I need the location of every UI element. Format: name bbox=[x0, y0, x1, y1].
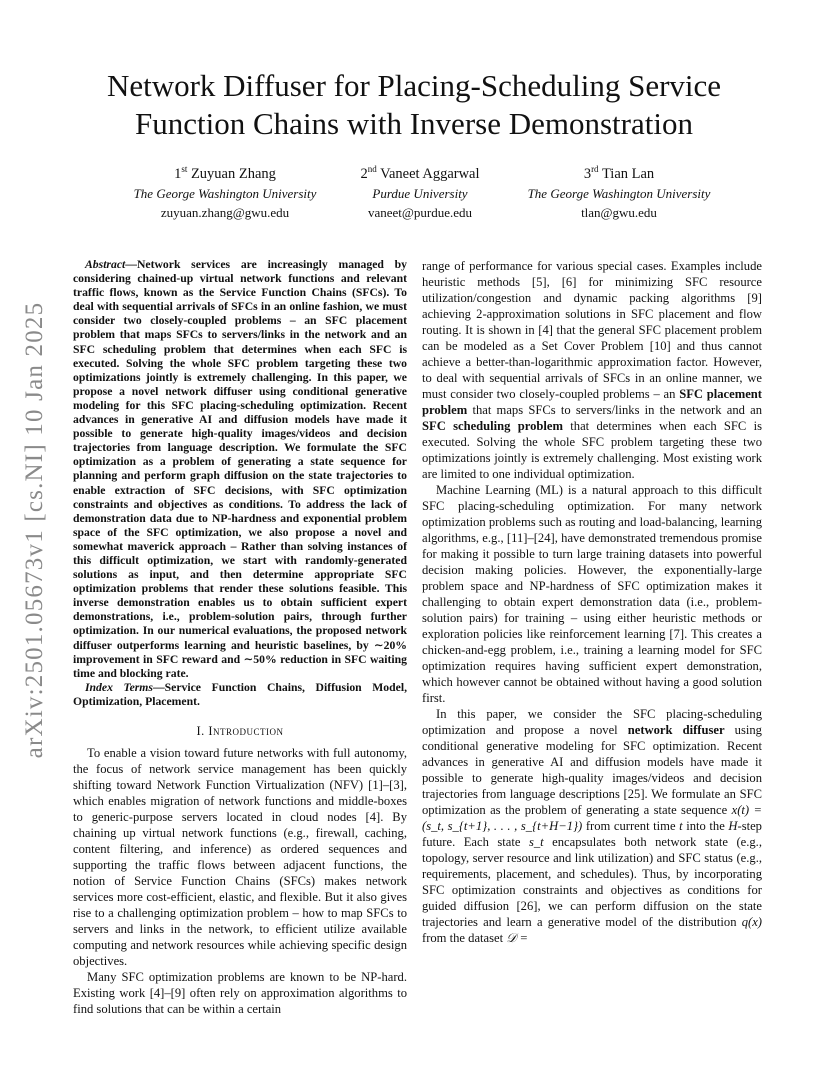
author-3 bbox=[512, 160, 726, 222]
math-expression: 𝒟 = bbox=[506, 931, 528, 945]
author-1 bbox=[120, 160, 330, 222]
abstract-label: Abstract bbox=[85, 258, 126, 271]
abstract bbox=[73, 258, 407, 681]
abstract-text: —Network services are increasingly managed by considering chained-up virtual network functions and relevant traffic flows, known as the Service Function Chains (SFCs). To deal with sequential arrivals of SFCs in an online fashion, we must consider two closely-coupled problems – an SFC placement problem that maps SFCs to servers/links in the network and an SFC scheduling problem that determines when each SFC is executed. Solving the whole SFC problem targeting these two optimizations jointly is extremely challenging. In this paper, we propose a novel network diffuser using conditional generative modeling for this SFC placing-scheduling optimization. Recent advances in generative AI and diffusion models have made it possible to generate high-quality images/videos and decision trajectories from language description. We formulate the SFC optimization as a problem of generating a state sequence for planning and perform graph diffusion on the state trajectories to enable extraction of SFC decisions, with SFC optimization constraints and objectives as conditions. To address the lack of demonstration data due to NP-hardness and exponential problem space of the SFC optimization, we also propose a novel and somewhat maverick approach – Rather than solving instances of this difficult optimization, we start with randomly-generated solutions as input, and then determine appropriate SFC optimization problems that render these solutions feasible. This inverse demonstration enables us to obtain sufficient expert demonstrations, i.e., problem-solution pairs, through further optimization. In our numerical evaluations, the proposed network diffuser outperforms learning and heuristic baselines, by ∼20% improvement in SFC reward and ∼50% reduction in SFC waiting time and blocking rate. bbox=[73, 258, 407, 680]
paper-title: Network Diffuser for Placing-Scheduling Service Function Chains with Inverse Demonstration bbox=[106, 68, 722, 141]
author-email: vaneet@purdue.edu bbox=[367, 204, 472, 220]
intro-paragraph-2: Many SFC optimization problems are known to be NP-hard. Existing work [4]–[9] often rely on approximation algorithms to find solutions that can be within a certain bbox=[73, 970, 407, 1016]
author-affiliation: The George Washington University bbox=[133, 185, 317, 201]
left-column bbox=[73, 258, 407, 1017]
index-terms bbox=[73, 681, 407, 709]
right-paragraph-3: In this paper, we consider the SFC placing-scheduling optimization and propose a novel network diffuser using conditional generative modeling for SFC optimization. Recent advances in generative AI and diffusion models have made it possible to generate high-quality images/videos and decision trajectories from language descriptions [25]. We formulate an SFC optimization as the problem of generating a state sequence x(t) = (s_t, s_{t+1}, . . . , s_{t+H−1}) from current time t into the H-step future. Each state s_t encapsulates both network state (e.g., topology, server resource and link utilization) and SFC status (e.g., requirements, placement, and schedules). Thus, by incorporating SFC optimization constraints and objectives as conditions for guided diffusion [26], we can perform diffusion on the state trajectories and learn a generative model of the distribution q(x) from the dataset 𝒟 = bbox=[422, 707, 763, 945]
right-paragraph-2: Machine Learning (ML) is a natural approach to this difficult SFC placing-scheduling optimization. For many network optimization problems such as routing and load-balancing, learning algorithms, e.g., [11]–[24], have demonstrated tremendous promise for making it possible to turn large training datasets into powerful decision making policies. However, the exponentially-large problem space and NP-hardness of SFC optimization makes it challenging to obtain expert demonstration data (i.e., problem-solution pairs) for training – using either heuristic methods or exploration policies like reinforcement learning [7]. This creates a chicken-and-egg problem, i.e., training a learning model for SFC optimization requires having sufficient expert demonstration, which however cannot be obtained without having a good solution first. bbox=[422, 483, 762, 705]
arxiv-identifier: arXiv:2501.05673v1 [cs.NI] 10 Jan 2025 bbox=[21, 301, 48, 759]
author-affiliation: The George Washington University bbox=[527, 185, 711, 201]
author-2 bbox=[340, 160, 500, 222]
bold-term: SFC scheduling problem bbox=[422, 419, 563, 433]
author-email: tlan@gwu.edu bbox=[581, 204, 657, 220]
author-name: 2nd Vaneet Aggarwal bbox=[360, 164, 480, 182]
right-column bbox=[422, 258, 762, 946]
right-paragraph-1: range of performance for various special cases. Examples include heuristic methods [5], [6] for minimizing SFC resource utilization/congestion and dynamic packing algorithms [9] achieving 2-approximation solutions in SFC placement and flow routing. It is shown in [4] that the general SFC placement problem can be modeled as a Set Cover Problem [10] and thus cannot achieve a better-than-logarithmic approximation factor. However, to deal with sequential arrivals of SFCs in an online manner, we must consider two closely-coupled problems – an SFC placement problem that maps SFCs to servers/links in the network and an SFC scheduling problem that determines when each SFC is executed. Solving the whole SFC problem targeting these two optimizations jointly is extremely challenging. Most existing work are limited to one individual optimization. bbox=[422, 259, 763, 481]
math-expression: q(x) bbox=[741, 915, 762, 929]
author-affiliation: Purdue University bbox=[372, 185, 468, 201]
math-expression: t bbox=[679, 819, 683, 833]
bold-term: SFC placement problem bbox=[422, 387, 763, 417]
section-heading-introduction: I. Introduction bbox=[196, 724, 284, 738]
author-name: 3rd Tian Lan bbox=[583, 164, 655, 182]
author-email: zuyuan.zhang@gwu.edu bbox=[160, 204, 290, 220]
math-expression: s_t bbox=[528, 835, 544, 849]
math-expression: x(t) = (s_t, s_{t+1}, . . . , s_{t+H−1}) bbox=[422, 803, 763, 833]
bold-term: network diffuser bbox=[627, 723, 725, 737]
arxiv-sidebar bbox=[10, 300, 60, 760]
author-name: 1st Zuyuan Zhang bbox=[174, 164, 276, 182]
index-terms-text: —Service Function Chains, Diffusion Model, Optimization, Placement. bbox=[73, 680, 407, 708]
intro-paragraph-1: To enable a vision toward future networks with full autonomy, the focus of network service management has been quickly shifting toward Network Function Virtualization (NFV) [1]–[3], which enables migration of network functions and middle-boxes to generic-purpose servers located in cloud nodes [4]. By chaining up virtual network functions (e.g., firewall, caching, content filtering, and inference) as ordered sequences and supporting the traffic flows between adjacent functions, the notion of Service Function Chains (SFCs) makes network services more cost-efficient, elastic, and flexible. But it also gives rise to a challenging optimization problem – how to map SFCs to servers and links in the network, to efficient utilize available computing and network resources while achieving specific design objectives. bbox=[73, 746, 407, 968]
math-expression: H bbox=[728, 819, 738, 833]
index-terms-label: Index Terms bbox=[85, 680, 153, 694]
